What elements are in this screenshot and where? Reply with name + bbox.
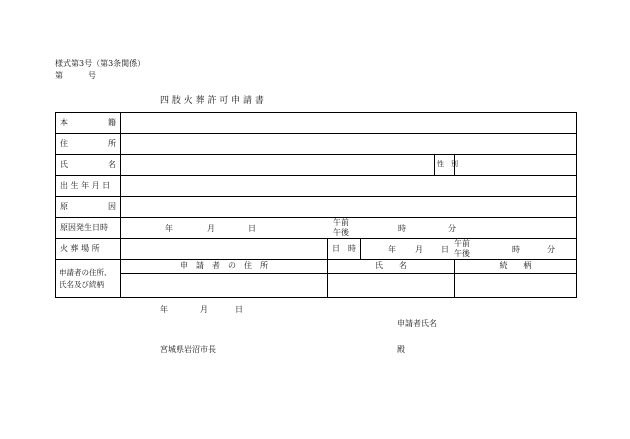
number-prefix: 第 [55, 71, 63, 80]
row-shimei [56, 155, 577, 176]
field-jusho[interactable] [121, 134, 577, 155]
header-applicant-relation: 続 柄 [455, 260, 577, 274]
field-applicant-address[interactable] [121, 274, 328, 298]
gen-in-hour: 時 [398, 224, 406, 233]
label-jusho: 住 所 [60, 138, 116, 148]
gen-in-pm: 午後 [333, 228, 349, 237]
row-applicant-header [56, 260, 577, 274]
kaso-minute: 分 [547, 245, 555, 254]
header-applicant-address: 申 請 者 の 住 所 [121, 260, 328, 274]
label-kaso-datetime: 日 時 [328, 239, 361, 260]
kaso-year: 年 [388, 245, 396, 254]
number-suffix: 号 [88, 71, 96, 80]
row-applicant-fields [56, 274, 577, 298]
kaso-day: 日 [441, 245, 449, 254]
footer-year: 年 [160, 305, 168, 314]
label-kaso-basho: 火 葬 場 所 [56, 239, 121, 260]
gen-in-year: 年 [165, 224, 173, 233]
footer-applicant-name: 申請者氏名 [397, 319, 437, 328]
row-gen-in [56, 197, 577, 218]
footer-month: 月 [200, 305, 208, 314]
field-gen-in-date[interactable] [121, 218, 577, 239]
row-birth [56, 176, 577, 197]
label-birth: 出 生 年 月 日 [56, 176, 121, 197]
field-kaso-datetime[interactable] [361, 239, 577, 260]
row-gen-in-date [56, 218, 577, 239]
header-applicant-name: 氏 名 [328, 260, 455, 274]
label-gen-in-date: 原因発生日時 [56, 218, 121, 239]
field-seibetsu[interactable] [455, 155, 577, 176]
kaso-hour: 時 [512, 245, 520, 254]
document-title: 四 肢 火 葬 許 可 申 請 書 [160, 96, 264, 106]
gen-in-minute: 分 [448, 224, 456, 233]
field-kaso-basho[interactable] [121, 239, 328, 260]
form-id: 様式第3号（第3条関係） [55, 59, 146, 68]
label-applicant: 申請者の住所、氏名及び続柄 [56, 260, 121, 298]
field-applicant-relation[interactable] [455, 274, 577, 298]
field-applicant-name[interactable] [328, 274, 455, 298]
field-honseki[interactable] [121, 113, 577, 134]
gen-in-day: 日 [248, 224, 256, 233]
kaso-pm: 午後 [454, 249, 470, 258]
footer-dono: 殿 [397, 345, 405, 354]
footer-day: 日 [235, 305, 243, 314]
row-jusho [56, 134, 577, 155]
application-form-table [55, 112, 577, 298]
label-seibetsu: 性 別 [435, 155, 455, 176]
footer-mayor: 宮城県岩沼市長 [160, 345, 216, 354]
row-honseki [56, 113, 577, 134]
gen-in-month: 月 [207, 224, 215, 233]
field-shimei[interactable] [121, 155, 435, 176]
kaso-month: 月 [415, 245, 423, 254]
label-gen-in: 原 因 [60, 201, 116, 211]
row-kaso-basho [56, 239, 577, 260]
field-gen-in[interactable] [121, 197, 577, 218]
kaso-am: 午前 [454, 239, 470, 248]
gen-in-am: 午前 [333, 218, 349, 227]
label-shimei: 氏 名 [60, 159, 116, 169]
label-honseki: 本 籍 [60, 117, 116, 127]
field-birth[interactable] [121, 176, 577, 197]
